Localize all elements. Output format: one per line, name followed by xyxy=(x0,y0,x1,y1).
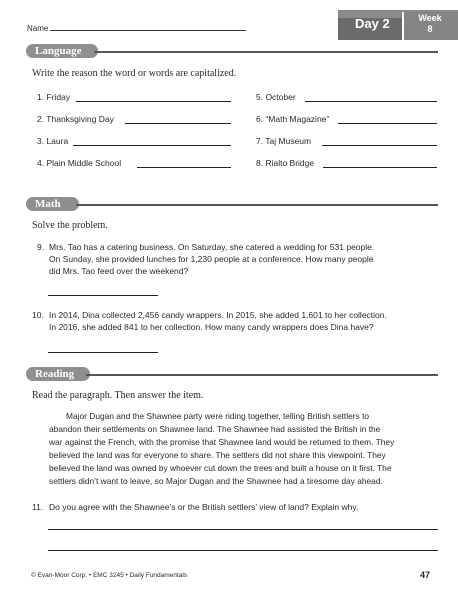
language-item-4: 4. Plain Middle School xyxy=(37,158,122,168)
answer-line-6[interactable] xyxy=(338,123,437,124)
paragraph-line-3: war against the French, with the promise that Shawnee land would be returned to them. They xyxy=(49,437,395,447)
question-number-9: 9. xyxy=(37,242,45,252)
day-label: Day 2 xyxy=(355,16,390,31)
question-10-line-2: In 2016, she added 841 to her collection. How many candy wrappers does Dina have? xyxy=(49,322,374,332)
paragraph-line-2: abandon their settlements on Shawnee land. The Shawnee had assisted the British in the xyxy=(49,424,381,434)
section-title-reading: Reading xyxy=(26,367,90,381)
reading-instruction: Read the paragraph. Then answer the item. xyxy=(32,390,204,401)
answer-line-5[interactable] xyxy=(305,101,437,102)
answer-line-2[interactable] xyxy=(125,123,231,124)
language-item-1: 1. Friday xyxy=(37,92,71,102)
question-9-line-1: Mrs. Tao has a catering business. On Saturday, she catered a wedding for 531 people. xyxy=(49,242,375,252)
paragraph-line-6: settlers didn’t want to leave, so Major Dugan and the Shawnee had a tiresome day ahead. xyxy=(49,476,383,486)
page-number: 47 xyxy=(420,570,431,580)
section-title-language: Language xyxy=(26,44,98,58)
answer-line-3[interactable] xyxy=(73,145,231,146)
name-answer-line[interactable] xyxy=(50,30,246,31)
language-item-5: 5. October xyxy=(256,92,296,102)
language-instruction: Write the reason the word or words are capitalized. xyxy=(32,68,237,79)
answer-line-4[interactable] xyxy=(137,167,231,168)
language-item-8: 8. Rialto Bridge xyxy=(256,158,315,168)
answer-line-10[interactable] xyxy=(48,352,158,353)
section-title-math: Math xyxy=(26,197,79,211)
question-number-11: 11. xyxy=(32,502,44,512)
question-9-line-3: did Mrs. Tao feed over the weekend? xyxy=(49,266,189,276)
answer-line-1[interactable] xyxy=(76,101,231,102)
question-number-10: 10. xyxy=(32,310,44,320)
language-item-3: 3. Laura xyxy=(37,136,69,146)
question-9-line-2: On Sunday, she provided lunches for 1,230 people at a conference. How many people xyxy=(49,254,374,264)
answer-line-9[interactable] xyxy=(48,295,158,296)
footer-copyright: © Evan-Moor Corp. • EMC 3245 • Daily Fundamentals xyxy=(31,572,188,579)
paragraph-line-5: believed the land was owned by whoever cut down the trees and built a house on it first. The xyxy=(49,463,392,473)
section-rule-reading xyxy=(86,374,438,376)
answer-line-11b[interactable] xyxy=(48,550,438,551)
answer-line-7[interactable] xyxy=(322,145,437,146)
language-item-6: 6. “Math Magazine” xyxy=(256,114,330,124)
answer-line-11a[interactable] xyxy=(48,529,438,530)
section-rule-language xyxy=(94,51,438,53)
week-number: 8 xyxy=(427,24,433,34)
answer-line-8[interactable] xyxy=(323,167,437,168)
question-11-text: Do you agree with the Shawnee’s or the British settlers’ view of land? Explain why. xyxy=(49,502,359,512)
paragraph-line-4: believed the land was for everyone to share. The settlers did not share this viewpoint. They xyxy=(49,450,386,460)
week-label: Week xyxy=(418,13,442,23)
language-item-2: 2. Thanksgiving Day xyxy=(37,114,114,124)
name-label: Name xyxy=(27,24,49,33)
paragraph-line-1: Major Dugan and the Shawnee party were riding together, telling British settlers to xyxy=(66,411,370,421)
language-item-7: 7. Taj Museum xyxy=(256,136,312,146)
question-10-line-1: In 2014, Dina collected 2,456 candy wrappers. In 2015, she added 1,601 to her collection. xyxy=(49,310,387,320)
math-instruction: Solve the problem. xyxy=(32,220,108,231)
section-rule-math xyxy=(76,204,438,206)
